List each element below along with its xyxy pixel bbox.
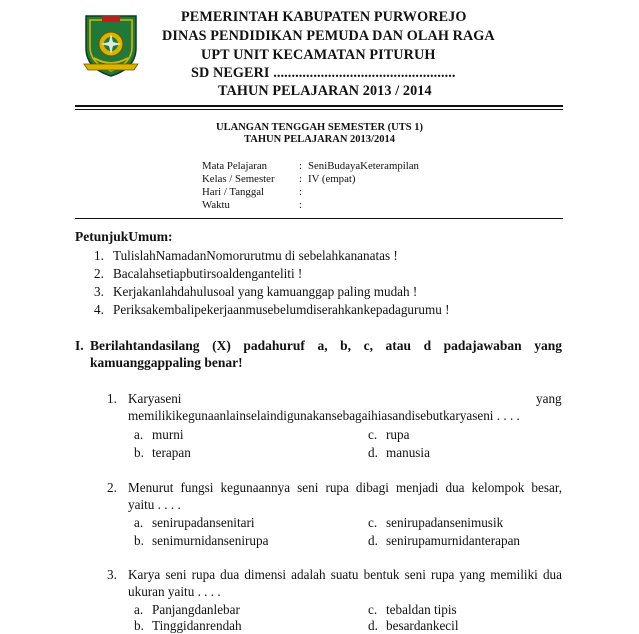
question-text-line1: Menurut fungsi kegunaannya seni rupa dibagi menjadi dua kelompok besar, xyxy=(128,480,562,495)
option-text: senirupamurnidanterapan xyxy=(386,533,521,548)
info-label: Kelas / Semester xyxy=(202,173,275,185)
question-number: 2. xyxy=(107,480,117,495)
info-value: SeniBudayaKeterampilan xyxy=(308,160,419,172)
option-text: murni xyxy=(152,427,184,442)
option-text: terapan xyxy=(152,445,191,460)
question-text-line2: memilikikegunaanlainselaindigunakansebagaihiasandisebutkaryaseni . . . . xyxy=(128,408,520,423)
option-text: manusia xyxy=(386,445,430,460)
exam-year: TAHUN PELAJARAN 2013/2014 xyxy=(244,134,395,145)
option-letter: d. xyxy=(368,618,378,633)
info-colon: : xyxy=(299,160,302,172)
instruction-item xyxy=(94,284,417,300)
option-text: tebaldan tipis xyxy=(386,602,457,617)
letterhead-divider-thin xyxy=(75,109,563,110)
exam-title: ULANGAN TENGGAH SEMESTER (UTS 1) xyxy=(216,122,423,133)
option-d[interactable] xyxy=(368,445,430,461)
instructions-title: PetunjukUmum: xyxy=(75,229,173,244)
info-label: Waktu xyxy=(202,199,230,211)
question-text-line1: Karya seni rupa dua dimensi adalah suatu bentuk seni rupa yang memiliki dua xyxy=(128,567,562,582)
letterhead-line-school: SD NEGERI .................................................. xyxy=(191,65,456,81)
option-letter: b. xyxy=(134,445,144,460)
info-label: Mata Pelajaran xyxy=(202,160,268,172)
option-a[interactable] xyxy=(134,515,255,531)
letterhead-line-agency: DINAS PENDIDIKAN PEMUDA DAN OLAH RAGA xyxy=(162,28,495,44)
instruction-text: Bacalahsetiapbutirsoaldenganteliti ! xyxy=(113,266,303,281)
option-b[interactable] xyxy=(134,618,242,634)
instruction-item xyxy=(94,266,302,282)
option-text: rupa xyxy=(386,427,410,442)
instruction-text: Kerjakanlahdahulusoal yang kamuanggap paling mudah ! xyxy=(113,284,418,299)
option-text: senimurnidansenirupa xyxy=(152,533,269,548)
question-text-end: yang xyxy=(536,391,562,406)
option-letter: d. xyxy=(368,533,378,548)
section-instruction-line2: kamuanggappaling benar! xyxy=(90,355,243,370)
option-text: Tinggidanrendah xyxy=(152,618,242,633)
instruction-text: TulislahNamadanNomorurutmu di sebelahkananatas ! xyxy=(113,248,398,263)
option-c[interactable] xyxy=(368,427,409,443)
question-number: 1. xyxy=(107,391,117,406)
info-colon: : xyxy=(299,173,302,185)
instruction-number: 3. xyxy=(94,284,104,299)
question-text-start: Karyaseni xyxy=(128,391,182,406)
option-letter: a. xyxy=(134,427,144,442)
instruction-number: 4. xyxy=(94,302,104,317)
option-letter: b. xyxy=(134,618,144,633)
info-colon: : xyxy=(299,186,302,198)
question-number: 3. xyxy=(107,567,117,582)
option-letter: a. xyxy=(134,515,144,530)
option-a[interactable] xyxy=(134,427,184,443)
letterhead-divider-thick xyxy=(75,105,563,107)
letterhead-line-government: PEMERINTAH KABUPATEN PURWOREJO xyxy=(181,9,467,25)
option-letter: a. xyxy=(134,602,144,617)
option-letter: d. xyxy=(368,445,378,460)
instruction-text: Periksakembalipekerjaanmusebelumdiserahkankepadagurumu ! xyxy=(113,302,450,317)
section-instruction-line1: Berilahtandasilang (X) padahuruf a, b, c, atau d padajawaban yang xyxy=(90,338,562,353)
option-letter: c. xyxy=(368,515,378,530)
option-a[interactable] xyxy=(134,602,240,618)
instruction-number: 2. xyxy=(94,266,104,281)
info-divider xyxy=(75,218,563,219)
question-text-line2: ukuran yaitu . . . . xyxy=(128,584,221,599)
info-value: IV (empat) xyxy=(308,173,356,185)
regency-emblem-icon xyxy=(80,12,142,78)
option-c[interactable] xyxy=(368,602,457,618)
instruction-item xyxy=(94,302,450,318)
option-text: besardankecil xyxy=(386,618,459,633)
option-d[interactable] xyxy=(368,618,459,634)
option-letter: c. xyxy=(368,602,378,617)
option-text: Panjangdanlebar xyxy=(152,602,240,617)
option-letter: b. xyxy=(134,533,144,548)
option-letter: c. xyxy=(368,427,378,442)
option-b[interactable] xyxy=(134,445,191,461)
instruction-number: 1. xyxy=(94,248,104,263)
option-b[interactable] xyxy=(134,533,268,549)
letterhead-line-year: TAHUN PELAJARAN 2013 / 2014 xyxy=(218,83,432,99)
question-text-line2: yaitu . . . . xyxy=(128,497,181,512)
info-label: Hari / Tanggal xyxy=(202,186,265,198)
option-d[interactable] xyxy=(368,533,520,549)
letterhead-line-unit: UPT UNIT KECAMATAN PITURUH xyxy=(201,47,436,63)
option-c[interactable] xyxy=(368,515,503,531)
option-text: senirupadansenimusik xyxy=(386,515,504,530)
option-text: senirupadansenitari xyxy=(152,515,255,530)
info-colon: : xyxy=(299,199,302,211)
instruction-item xyxy=(94,248,398,264)
section-number: I. xyxy=(75,338,84,353)
